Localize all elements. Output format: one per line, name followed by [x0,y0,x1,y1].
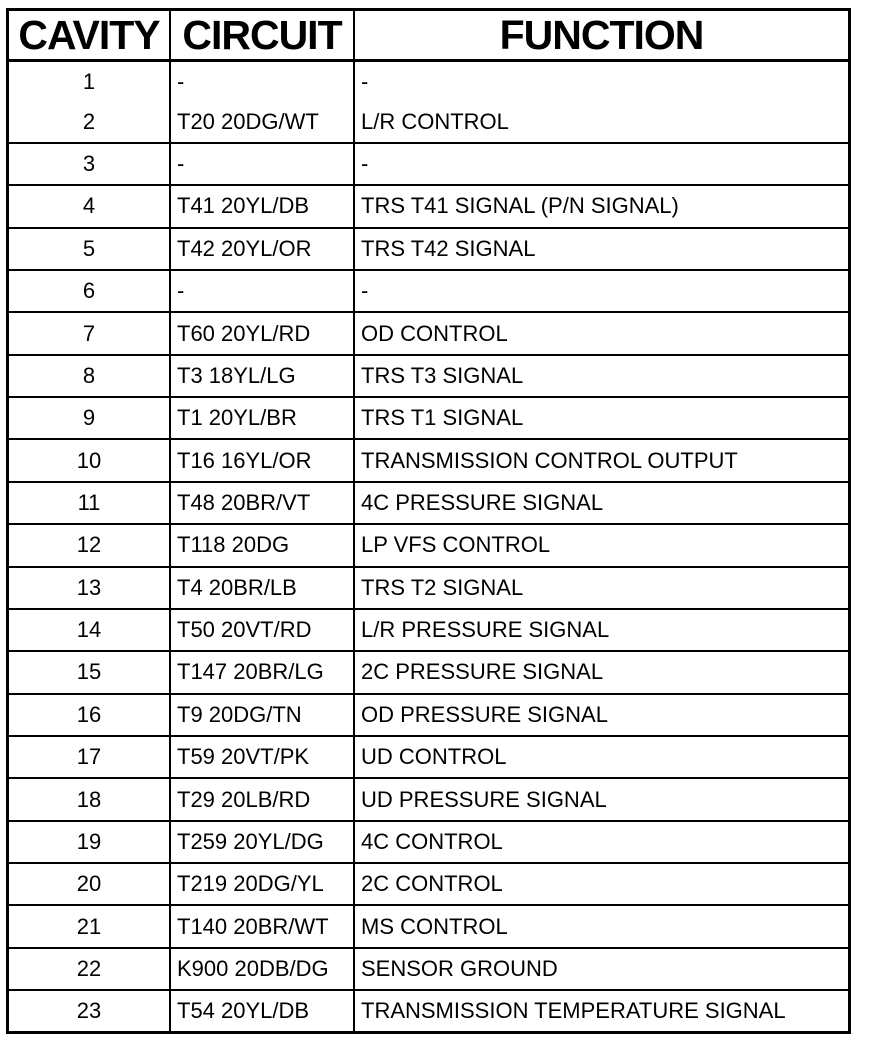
cavity-cell: 8 [9,355,170,397]
table-row [9,312,848,354]
circuit-cell: T259 20YL/DG [170,821,354,863]
function-cell: 4C PRESSURE SIGNAL [354,482,848,524]
cavity-cell: 9 [9,397,170,439]
function-cell: TRANSMISSION CONTROL OUTPUT [354,439,848,481]
table-row [9,270,848,312]
table-row [9,948,848,990]
header-row [9,11,848,61]
table-row [9,524,848,566]
circuit-cell: T147 20BR/LG [170,651,354,693]
cavity-cell: 7 [9,312,170,354]
connector-pinout-table [6,8,851,1034]
cavity-cell: 22 [9,948,170,990]
function-cell: TRANSMISSION TEMPERATURE SIGNAL [354,990,848,1031]
circuit-cell: - [170,270,354,312]
cavity-cell: 15 [9,651,170,693]
circuit-cell: T118 20DG [170,524,354,566]
table-row [9,778,848,820]
table-row [9,567,848,609]
table-row [9,821,848,863]
circuit-cell: T54 20YL/DB [170,990,354,1031]
function-cell: TRS T1 SIGNAL [354,397,848,439]
function-cell: L/R CONTROL [354,102,848,143]
circuit-cell: T16 16YL/OR [170,439,354,481]
cavity-cell: 21 [9,905,170,947]
function-cell: LP VFS CONTROL [354,524,848,566]
table-row [9,355,848,397]
header-cavity: CAVITY [9,11,170,61]
circuit-cell: T20 20DG/WT [170,102,354,143]
header-function: FUNCTION [354,11,848,61]
function-cell: TRS T2 SIGNAL [354,567,848,609]
function-cell: UD PRESSURE SIGNAL [354,778,848,820]
function-cell: MS CONTROL [354,905,848,947]
cavity-cell: 19 [9,821,170,863]
table-row [9,651,848,693]
cavity-cell: 10 [9,439,170,481]
circuit-cell: T219 20DG/YL [170,863,354,905]
table-row [9,439,848,481]
function-cell: - [354,61,848,103]
function-cell: 2C PRESSURE SIGNAL [354,651,848,693]
cavity-cell: 3 [9,143,170,185]
cavity-cell: 18 [9,778,170,820]
cavity-cell: 17 [9,736,170,778]
header-circuit: CIRCUIT [170,11,354,61]
table-row [9,102,848,143]
circuit-cell: T59 20VT/PK [170,736,354,778]
cavity-cell: 14 [9,609,170,651]
table-row [9,185,848,227]
cavity-cell: 12 [9,524,170,566]
pinout-table [9,11,848,1031]
circuit-cell: T50 20VT/RD [170,609,354,651]
cavity-cell: 1 [9,61,170,103]
function-cell: UD CONTROL [354,736,848,778]
circuit-cell: T29 20LB/RD [170,778,354,820]
circuit-cell: T9 20DG/TN [170,694,354,736]
table-row [9,61,848,103]
table-row [9,143,848,185]
circuit-cell: T3 18YL/LG [170,355,354,397]
cavity-cell: 23 [9,990,170,1031]
cavity-cell: 5 [9,228,170,270]
function-cell: OD CONTROL [354,312,848,354]
table-row [9,905,848,947]
function-cell: SENSOR GROUND [354,948,848,990]
cavity-cell: 11 [9,482,170,524]
function-cell: OD PRESSURE SIGNAL [354,694,848,736]
cavity-cell: 16 [9,694,170,736]
circuit-cell: K900 20DB/DG [170,948,354,990]
cavity-cell: 4 [9,185,170,227]
table-body [9,61,848,1032]
table-row [9,482,848,524]
cavity-cell: 13 [9,567,170,609]
circuit-cell: T60 20YL/RD [170,312,354,354]
function-cell: TRS T41 SIGNAL (P/N SIGNAL) [354,185,848,227]
table-row [9,736,848,778]
cavity-cell: 6 [9,270,170,312]
circuit-cell: T41 20YL/DB [170,185,354,227]
table-row [9,397,848,439]
circuit-cell: T42 20YL/OR [170,228,354,270]
function-cell: TRS T3 SIGNAL [354,355,848,397]
function-cell: L/R PRESSURE SIGNAL [354,609,848,651]
cavity-cell: 2 [82,109,96,135]
function-cell: 4C CONTROL [354,821,848,863]
table-row [9,609,848,651]
circuit-cell: T48 20BR/VT [170,482,354,524]
table-row [9,863,848,905]
circuit-cell: T1 20YL/BR [170,397,354,439]
table-row [9,228,848,270]
circuit-cell: T4 20BR/LB [170,567,354,609]
function-cell: TRS T42 SIGNAL [354,228,848,270]
cavity-cell: 20 [9,863,170,905]
function-cell: - [354,143,848,185]
circuit-cell: T140 20BR/WT [170,905,354,947]
table-row [9,694,848,736]
function-cell: - [354,270,848,312]
circuit-cell: - [170,61,354,103]
circuit-cell: - [170,143,354,185]
table-row [9,990,848,1031]
function-cell: 2C CONTROL [354,863,848,905]
